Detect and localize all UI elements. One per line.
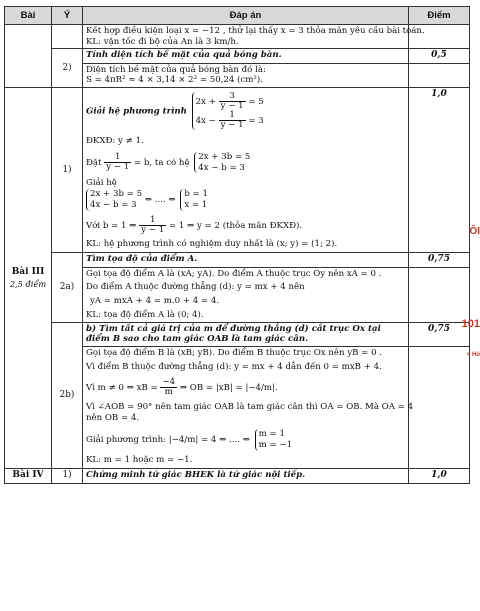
numerator: −4 xyxy=(162,376,176,387)
answer-line: yA = mxA + 4 = m.0 + 4 = 4. xyxy=(90,296,220,307)
bai-points: 2,5 điểm xyxy=(9,278,47,289)
answer-cell-prev xyxy=(83,25,425,49)
answer-line: Gọi tọa độ điểm A là (xA; yA). Do điểm A thuộc trục Oy nên xA = 0 . xyxy=(86,268,382,279)
numerator: 1 xyxy=(219,111,246,121)
score-value: 0,75 xyxy=(409,253,470,267)
denominator: y − 1 xyxy=(220,101,244,112)
score-value: 1,0 xyxy=(409,469,470,483)
xb-line xyxy=(86,378,405,397)
answer-cell-p2b xyxy=(83,347,414,469)
solve-label: Giải hệ xyxy=(86,178,117,189)
part-label: 2) xyxy=(52,49,83,88)
stamp-fragment: ÔI xyxy=(469,226,480,237)
answer-line: nên OB = 4. xyxy=(86,413,140,424)
part-cell-prev xyxy=(52,25,83,49)
bai4-cell: Bài IV xyxy=(5,469,52,483)
score-value: 1,0 xyxy=(409,88,470,253)
bai3-part1-row xyxy=(5,88,470,253)
result-2: m = −1 xyxy=(258,439,293,450)
equation-1: 2x + 3b = 5 xyxy=(198,151,251,162)
conclusion-line: KL: m = 1 hoặc m = −1. xyxy=(86,454,193,465)
bai3-part2b-title-row xyxy=(5,322,470,346)
part-label: 2b) xyxy=(52,322,83,469)
back-substitution-line xyxy=(86,216,405,235)
answer-table xyxy=(4,6,470,484)
equation-2: 4x − b = 3 xyxy=(198,162,245,173)
score-cell-empty xyxy=(409,267,470,322)
answer-line: Do điểm A thuộc đường thẳng (d): y = mx + 4 nên xyxy=(86,282,305,293)
header-dap-an: Đáp án xyxy=(83,7,409,25)
answer-line: Diện tích bề mặt của quả bóng bàn đó là: xyxy=(86,64,266,75)
fraction xyxy=(219,92,246,111)
answer-line: Gọi tọa độ điểm B là (xB; yB). Do điểm B thuộc trục Ox nên yB = 0 . xyxy=(86,348,383,359)
answer-line: Vì điểm B thuộc đường thẳng (d): y = mx + 4 dẫn đến 0 = mxB + 4. xyxy=(86,361,382,372)
answer-line: KL: tọa độ điểm A là (0; 4). xyxy=(86,309,204,320)
equation-1 xyxy=(196,92,264,111)
part-title: Giải hệ phương trình xyxy=(86,106,187,117)
dat-text: Đặt xyxy=(86,158,102,169)
numerator: 3 xyxy=(219,92,246,102)
stamp-fragment: × Hỏ xyxy=(466,352,480,358)
part-label: 1) xyxy=(52,88,83,253)
denominator: y − 1 xyxy=(106,162,130,173)
solve-line xyxy=(86,189,405,210)
part-title: Tính diện tích bề mặt của quả bóng bàn. xyxy=(83,49,409,63)
substitution-line xyxy=(86,152,405,173)
part-label: 2a) xyxy=(52,253,83,322)
header-bai: Bài xyxy=(5,7,52,25)
result-system xyxy=(180,189,208,210)
voi-text: Với b = 1 ⇒ xyxy=(86,220,137,231)
answer-line: KL: vận tốc đi bộ của An là 3 km/h. xyxy=(86,36,239,47)
fraction xyxy=(160,378,177,397)
equation-system xyxy=(194,152,250,173)
result-1: m = 1 xyxy=(258,429,285,440)
result-1: b = 1 xyxy=(184,189,208,200)
conclusion-line: KL: hệ phương trình có nghiệm duy nhất là (x; y) = (1; 2). xyxy=(86,238,338,249)
fraction xyxy=(139,216,166,235)
result-2: x = 1 xyxy=(184,199,208,210)
header-row xyxy=(5,7,470,25)
answer-cell-area xyxy=(83,63,409,87)
numerator: 1 xyxy=(139,216,166,226)
dat-rest: = b, ta có hệ xyxy=(133,158,190,169)
answer-line: Vì ∠AOB = 90° nên tam giác OAB là tam giác cân thì OA = OB. Mà OA = 4 xyxy=(86,401,414,412)
score-value: 0,75 xyxy=(409,322,470,346)
result-system xyxy=(255,429,292,450)
eq-term: = 5 xyxy=(248,97,264,108)
score-cell-empty xyxy=(409,347,470,469)
equation-system xyxy=(192,92,264,130)
denominator: y − 1 xyxy=(220,120,244,131)
score-value: 0,5 xyxy=(409,49,470,63)
denominator: y − 1 xyxy=(141,224,165,235)
answer-cell-p2a xyxy=(83,267,409,322)
bai3-cell xyxy=(5,88,52,469)
eq-term: 4x − xyxy=(195,116,216,127)
eq-term: = 3 xyxy=(248,116,264,127)
numerator: 1 xyxy=(104,153,131,163)
eq-term: Vì m ≠ 0 ⇒ xB = xyxy=(86,382,158,393)
answer-line: S = 4πR² ≈ 4 × 3,14 × 2² = 50,24 (cm²). xyxy=(86,75,263,86)
solve-line xyxy=(86,429,405,450)
equation-system xyxy=(86,189,142,210)
continuation-row xyxy=(5,25,470,49)
part-label: 1) xyxy=(52,469,83,483)
answer-cell-p1 xyxy=(83,88,409,253)
header-diem: Điểm xyxy=(409,7,470,25)
equation-2 xyxy=(196,111,264,130)
area-title-row xyxy=(5,49,470,63)
header-y: Ý xyxy=(52,7,83,25)
bai3-part2a-title-row xyxy=(5,253,470,267)
part-title: Chứng minh tứ giác BHEK là tứ giác nội tiếp. xyxy=(83,469,409,483)
equivalence: ⇔ .... ⇔ xyxy=(144,195,176,206)
fraction xyxy=(219,111,246,130)
stamp-fragment: 101 xyxy=(461,318,480,330)
eq-term: ⇒ OB = |xB| = |−4/m|. xyxy=(179,382,278,393)
part-title: b) Tìm tất cả giá trị của m để đường thẳng (d) cắt trục Ox tại điểm B sao cho tam giác OAB là tam giác cân. xyxy=(83,322,409,346)
fraction xyxy=(104,153,131,172)
dkxd-line: ĐKXĐ: y ≠ 1. xyxy=(86,136,144,147)
equation-1: 2x + 3b = 5 xyxy=(90,189,143,200)
answer-line: Kết hợp điều kiện loại x = −12 , thử lại thấy x = 3 thỏa mãn yêu cầu bài toán. xyxy=(86,26,425,36)
bai-cell-prev xyxy=(5,25,52,88)
eq-term: Giải phương trình: |−4/m| = 4 ⇔ .... ⇔ xyxy=(86,435,250,446)
equation-2: 4x − b = 3 xyxy=(90,199,137,210)
system-title-line xyxy=(86,92,405,130)
denominator: m xyxy=(164,386,173,397)
voi-rest: = 1 ⇒ y = 2 (thỏa mãn ĐKXĐ). xyxy=(168,220,303,231)
part-title: Tìm tọa độ của điểm A. xyxy=(83,253,409,267)
eq-term: 2x + xyxy=(195,97,216,108)
bai4-row xyxy=(5,469,470,483)
bai-label: Bài III xyxy=(11,267,45,278)
score-cell-empty xyxy=(409,63,470,87)
